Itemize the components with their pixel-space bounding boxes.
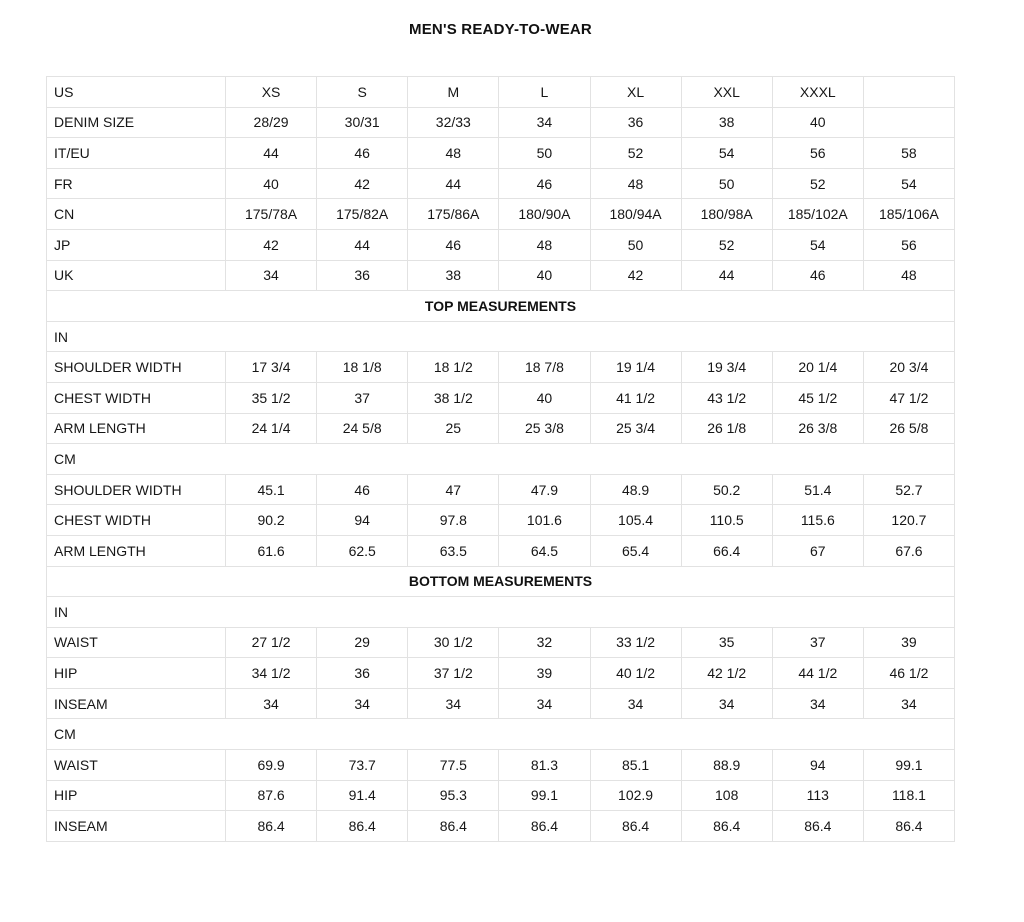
value-cell: 46 (772, 260, 863, 291)
value-cell: 18 1/8 (317, 352, 408, 383)
value-cell: 77.5 (408, 750, 499, 781)
value-cell: 25 3/4 (590, 413, 681, 444)
value-cell: 35 (681, 627, 772, 658)
value-cell: 115.6 (772, 505, 863, 536)
value-cell: 19 1/4 (590, 352, 681, 383)
value-cell: 180/94A (590, 199, 681, 230)
row-label: DENIM SIZE (47, 107, 226, 138)
value-cell: 86.4 (499, 811, 590, 842)
value-cell: 40 1/2 (590, 658, 681, 689)
unit-label: IN (47, 321, 955, 352)
value-cell: 86.4 (681, 811, 772, 842)
size-chart-table-body (47, 77, 955, 842)
value-cell: 120.7 (863, 505, 954, 536)
value-cell: 86.4 (408, 811, 499, 842)
value-cell: 105.4 (590, 505, 681, 536)
value-cell: 42 (590, 260, 681, 291)
section-heading: BOTTOM MEASUREMENTS (47, 566, 955, 597)
value-cell: 175/82A (317, 199, 408, 230)
value-cell: 40 (226, 168, 317, 199)
value-cell: 18 1/2 (408, 352, 499, 383)
value-cell: 48 (408, 138, 499, 169)
value-cell: 66.4 (681, 535, 772, 566)
row-label: INSEAM (47, 688, 226, 719)
value-cell: 50 (681, 168, 772, 199)
value-cell: 52.7 (863, 474, 954, 505)
row-label: CHEST WIDTH (47, 505, 226, 536)
value-cell: 65.4 (590, 535, 681, 566)
value-cell: 43 1/2 (681, 382, 772, 413)
value-cell: 18 7/8 (499, 352, 590, 383)
value-cell: 47.9 (499, 474, 590, 505)
value-cell: 48 (499, 229, 590, 260)
value-cell: 175/78A (226, 199, 317, 230)
value-cell: 44 (226, 138, 317, 169)
row-label: WAIST (47, 750, 226, 781)
value-cell: 42 (317, 168, 408, 199)
value-cell: 44 (681, 260, 772, 291)
value-cell: 51.4 (772, 474, 863, 505)
value-cell: 180/98A (681, 199, 772, 230)
value-cell: 36 (317, 658, 408, 689)
value-cell: 54 (681, 138, 772, 169)
value-cell: 20 3/4 (863, 352, 954, 383)
value-cell: 24 1/4 (226, 413, 317, 444)
table-row (47, 658, 955, 689)
value-cell: 34 (408, 688, 499, 719)
row-label: SHOULDER WIDTH (47, 352, 226, 383)
value-cell: L (499, 77, 590, 108)
table-row (47, 627, 955, 658)
value-cell: 39 (499, 658, 590, 689)
value-cell: 46 (408, 229, 499, 260)
unit-label-row (47, 597, 955, 628)
value-cell: 50.2 (681, 474, 772, 505)
value-cell: 34 (499, 688, 590, 719)
value-cell: 52 (772, 168, 863, 199)
value-cell: 48 (590, 168, 681, 199)
value-cell (863, 77, 954, 108)
value-cell: 32 (499, 627, 590, 658)
row-label: INSEAM (47, 811, 226, 842)
value-cell: XS (226, 77, 317, 108)
value-cell: 110.5 (681, 505, 772, 536)
table-row (47, 229, 955, 260)
value-cell: 46 (317, 138, 408, 169)
value-cell: 87.6 (226, 780, 317, 811)
value-cell: 24 5/8 (317, 413, 408, 444)
value-cell: 34 (226, 260, 317, 291)
value-cell: 94 (772, 750, 863, 781)
value-cell: 52 (590, 138, 681, 169)
value-cell: 99.1 (499, 780, 590, 811)
table-row (47, 474, 955, 505)
value-cell: 67.6 (863, 535, 954, 566)
row-label: FR (47, 168, 226, 199)
row-label: JP (47, 229, 226, 260)
unit-label: CM (47, 444, 955, 475)
value-cell: XL (590, 77, 681, 108)
value-cell: XXXL (772, 77, 863, 108)
value-cell: 86.4 (772, 811, 863, 842)
value-cell: 50 (499, 138, 590, 169)
value-cell: 17 3/4 (226, 352, 317, 383)
row-label: CHEST WIDTH (47, 382, 226, 413)
value-cell: XXL (681, 77, 772, 108)
value-cell: 86.4 (863, 811, 954, 842)
value-cell: 94 (317, 505, 408, 536)
value-cell: 175/86A (408, 199, 499, 230)
table-row (47, 811, 955, 842)
value-cell: 46 (499, 168, 590, 199)
value-cell: 85.1 (590, 750, 681, 781)
table-row (47, 199, 955, 230)
value-cell: 28/29 (226, 107, 317, 138)
value-cell: 42 1/2 (681, 658, 772, 689)
value-cell: 45.1 (226, 474, 317, 505)
value-cell: 50 (590, 229, 681, 260)
value-cell: 34 (863, 688, 954, 719)
value-cell: 48.9 (590, 474, 681, 505)
value-cell: 34 (590, 688, 681, 719)
value-cell: 180/90A (499, 199, 590, 230)
value-cell: 86.4 (317, 811, 408, 842)
value-cell: 38 1/2 (408, 382, 499, 413)
value-cell: 44 (317, 229, 408, 260)
row-label: CN (47, 199, 226, 230)
value-cell: 37 (772, 627, 863, 658)
value-cell: 26 3/8 (772, 413, 863, 444)
value-cell: 30/31 (317, 107, 408, 138)
value-cell: 34 1/2 (226, 658, 317, 689)
value-cell: 185/106A (863, 199, 954, 230)
value-cell: 26 5/8 (863, 413, 954, 444)
value-cell: 90.2 (226, 505, 317, 536)
unit-label-row (47, 719, 955, 750)
table-row (47, 413, 955, 444)
section-heading-row (47, 291, 955, 322)
value-cell: 63.5 (408, 535, 499, 566)
value-cell: 25 3/8 (499, 413, 590, 444)
table-row (47, 535, 955, 566)
page-title: MEN'S READY-TO-WEAR (409, 21, 592, 38)
value-cell: 36 (317, 260, 408, 291)
value-cell: 42 (226, 229, 317, 260)
value-cell: 39 (863, 627, 954, 658)
unit-label: IN (47, 597, 955, 628)
row-label: SHOULDER WIDTH (47, 474, 226, 505)
value-cell: 52 (681, 229, 772, 260)
table-row (47, 168, 955, 199)
value-cell: 108 (681, 780, 772, 811)
value-cell: 61.6 (226, 535, 317, 566)
row-label: WAIST (47, 627, 226, 658)
value-cell: 91.4 (317, 780, 408, 811)
value-cell: 35 1/2 (226, 382, 317, 413)
value-cell: 81.3 (499, 750, 590, 781)
unit-label-row (47, 444, 955, 475)
table-row (47, 505, 955, 536)
value-cell: 99.1 (863, 750, 954, 781)
value-cell: 69.9 (226, 750, 317, 781)
value-cell: 34 (499, 107, 590, 138)
value-cell: 48 (863, 260, 954, 291)
value-cell: 45 1/2 (772, 382, 863, 413)
value-cell: 102.9 (590, 780, 681, 811)
value-cell: 20 1/4 (772, 352, 863, 383)
table-row (47, 352, 955, 383)
value-cell: 34 (681, 688, 772, 719)
size-chart-table (46, 76, 955, 842)
value-cell: 47 1/2 (863, 382, 954, 413)
value-cell: 40 (772, 107, 863, 138)
value-cell: 29 (317, 627, 408, 658)
value-cell: 58 (863, 138, 954, 169)
value-cell: 44 (408, 168, 499, 199)
value-cell: 19 3/4 (681, 352, 772, 383)
value-cell: 26 1/8 (681, 413, 772, 444)
table-row (47, 382, 955, 413)
row-label: IT/EU (47, 138, 226, 169)
value-cell: 38 (408, 260, 499, 291)
value-cell: S (317, 77, 408, 108)
value-cell: 33 1/2 (590, 627, 681, 658)
value-cell: 37 (317, 382, 408, 413)
row-label: HIP (47, 780, 226, 811)
value-cell: 25 (408, 413, 499, 444)
value-cell: 62.5 (317, 535, 408, 566)
value-cell: 86.4 (590, 811, 681, 842)
value-cell: 73.7 (317, 750, 408, 781)
table-row (47, 688, 955, 719)
value-cell: 64.5 (499, 535, 590, 566)
value-cell: 88.9 (681, 750, 772, 781)
section-heading-row (47, 566, 955, 597)
value-cell (863, 107, 954, 138)
value-cell: 54 (863, 168, 954, 199)
value-cell: 47 (408, 474, 499, 505)
row-label: US (47, 77, 226, 108)
value-cell: 97.8 (408, 505, 499, 536)
value-cell: 38 (681, 107, 772, 138)
value-cell: M (408, 77, 499, 108)
row-label: HIP (47, 658, 226, 689)
value-cell: 32/33 (408, 107, 499, 138)
row-label: ARM LENGTH (47, 535, 226, 566)
table-row (47, 750, 955, 781)
value-cell: 54 (772, 229, 863, 260)
section-heading: TOP MEASUREMENTS (47, 291, 955, 322)
value-cell: 41 1/2 (590, 382, 681, 413)
row-label: ARM LENGTH (47, 413, 226, 444)
value-cell: 46 1/2 (863, 658, 954, 689)
value-cell: 56 (863, 229, 954, 260)
value-cell: 34 (317, 688, 408, 719)
table-row (47, 77, 955, 108)
value-cell: 36 (590, 107, 681, 138)
table-row (47, 107, 955, 138)
value-cell: 34 (772, 688, 863, 719)
value-cell: 118.1 (863, 780, 954, 811)
value-cell: 113 (772, 780, 863, 811)
value-cell: 185/102A (772, 199, 863, 230)
value-cell: 101.6 (499, 505, 590, 536)
table-row (47, 138, 955, 169)
table-row (47, 780, 955, 811)
value-cell: 27 1/2 (226, 627, 317, 658)
value-cell: 67 (772, 535, 863, 566)
value-cell: 95.3 (408, 780, 499, 811)
value-cell: 56 (772, 138, 863, 169)
value-cell: 46 (317, 474, 408, 505)
value-cell: 86.4 (226, 811, 317, 842)
value-cell: 44 1/2 (772, 658, 863, 689)
value-cell: 34 (226, 688, 317, 719)
row-label: UK (47, 260, 226, 291)
value-cell: 30 1/2 (408, 627, 499, 658)
unit-label: CM (47, 719, 955, 750)
value-cell: 40 (499, 260, 590, 291)
value-cell: 40 (499, 382, 590, 413)
table-row (47, 260, 955, 291)
unit-label-row (47, 321, 955, 352)
value-cell: 37 1/2 (408, 658, 499, 689)
